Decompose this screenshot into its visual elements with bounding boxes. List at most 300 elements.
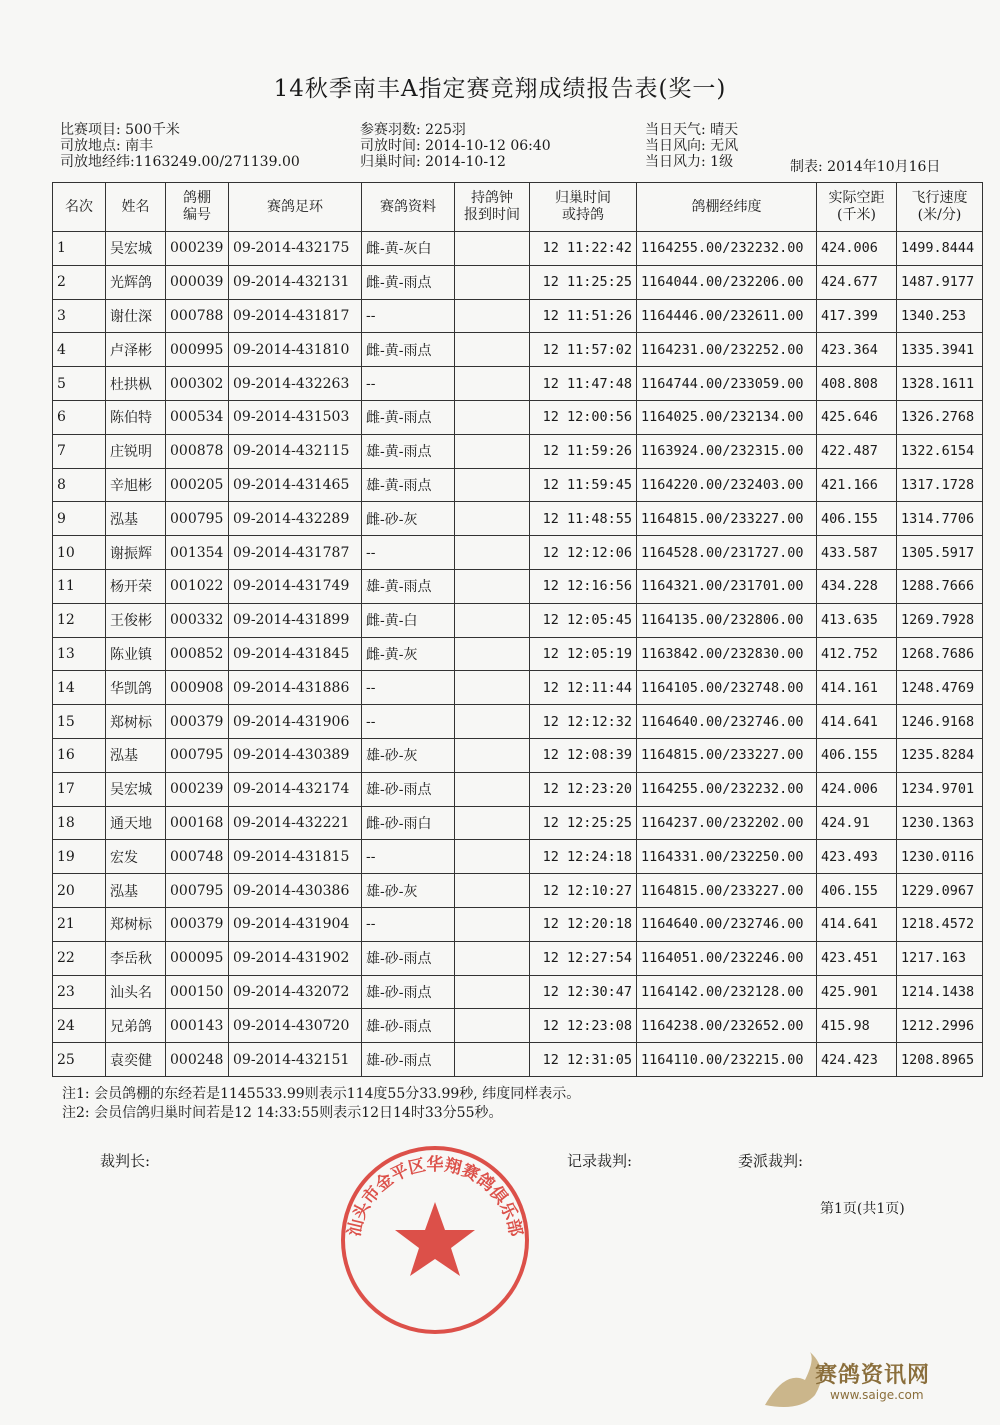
cell-name: 兄弟鸽 [106,1009,166,1043]
cell-loft: 001354 [166,536,229,570]
cell-loft: 001022 [166,569,229,603]
signature-assigned-judge: 委派裁判: [738,1152,804,1170]
cell-loft: 000908 [166,671,229,705]
cell-coords: 1164255.00/232232.00 [637,232,817,266]
meta-made-date: 制表: 2014年10月16日 [790,159,941,175]
table-row [53,874,983,908]
table-row [53,907,983,941]
cell-speed: 1234.9701 [897,772,983,806]
cell-loft: 000239 [166,232,229,266]
cell-arrival: 12 11:57:02 [530,333,637,367]
cell-name: 袁奕健 [106,1043,166,1077]
cell-arrival: 12 12:05:19 [530,637,637,671]
table-row [53,671,983,705]
svg-text:汕头市金平区华翔赛鸽俱乐部: 汕头市金平区华翔赛鸽俱乐部 [344,1155,526,1239]
meta-release-place: 司放地点: 南丰 [60,138,154,154]
cell-distance: 423.364 [817,333,897,367]
cell-arrival: 12 12:12:32 [530,705,637,739]
header-arrival: 归巢时间 或持鸽 [530,183,637,232]
cell-loft: 000788 [166,299,229,333]
cell-clock [455,874,530,908]
cell-info: 雌-黄-雨点 [362,265,455,299]
cell-name: 陈业镇 [106,637,166,671]
cell-clock [455,738,530,772]
cell-coords: 1164331.00/232250.00 [637,840,817,874]
cell-clock [455,502,530,536]
table-row [53,941,983,975]
cell-name: 辛旭彬 [106,468,166,502]
cell-ring: 09-2014-430720 [229,1009,362,1043]
cell-loft: 000748 [166,840,229,874]
cell-arrival: 12 12:31:05 [530,1043,637,1077]
watermark-text: 赛鸽资讯网 [815,1363,931,1388]
cell-rank: 10 [53,536,106,570]
cell-ring: 09-2014-432131 [229,265,362,299]
cell-rank: 17 [53,772,106,806]
cell-arrival: 12 12:05:45 [530,603,637,637]
cell-distance: 412.752 [817,637,897,671]
cell-speed: 1230.1363 [897,806,983,840]
cell-info: 雌-砂-灰 [362,502,455,536]
cell-clock [455,468,530,502]
cell-ring: 09-2014-430386 [229,874,362,908]
cell-rank: 15 [53,705,106,739]
cell-name: 泓基 [106,874,166,908]
cell-name: 泓基 [106,502,166,536]
cell-ring: 09-2014-432151 [229,1043,362,1077]
cell-ring: 09-2014-431817 [229,299,362,333]
cell-clock [455,333,530,367]
table-row [53,434,983,468]
cell-distance: 422.487 [817,434,897,468]
cell-arrival: 12 11:22:42 [530,232,637,266]
cell-rank: 2 [53,265,106,299]
cell-loft: 000039 [166,265,229,299]
cell-distance: 415.98 [817,1009,897,1043]
table-row [53,772,983,806]
table-row [53,569,983,603]
cell-info: -- [362,299,455,333]
cell-arrival: 12 12:11:44 [530,671,637,705]
cell-rank: 21 [53,907,106,941]
cell-speed: 1499.8444 [897,232,983,266]
cell-clock [455,705,530,739]
meta-release-coords: 司放地经纬:1163249.00/271139.00 [60,154,300,170]
meta-return-time: 归巢时间: 2014-10-12 [360,154,506,170]
meta-entries: 参赛羽数: 225羽 [360,122,466,138]
meta-wind-direction: 当日风向: 无风 [645,138,739,154]
cell-arrival: 12 12:00:56 [530,400,637,434]
cell-info: 雌-黄-白 [362,603,455,637]
cell-clock [455,400,530,434]
cell-name: 李岳秋 [106,941,166,975]
cell-arrival: 12 11:51:26 [530,299,637,333]
cell-coords: 1164321.00/231701.00 [637,569,817,603]
cell-name: 吴宏城 [106,772,166,806]
cell-clock [455,806,530,840]
cell-distance: 425.646 [817,400,897,434]
cell-coords: 1164135.00/232806.00 [637,603,817,637]
cell-ring: 09-2014-430389 [229,738,362,772]
cell-coords: 1164744.00/233059.00 [637,367,817,401]
cell-speed: 1335.3941 [897,333,983,367]
cell-info: 雄-黄-雨点 [362,569,455,603]
cell-clock [455,299,530,333]
cell-distance: 421.166 [817,468,897,502]
cell-speed: 1217.163 [897,941,983,975]
header-distance: 实际空距 (千米) [817,183,897,232]
header-info: 赛鸽资料 [362,183,455,232]
cell-distance: 423.493 [817,840,897,874]
cell-distance: 406.155 [817,502,897,536]
cell-ring: 09-2014-431845 [229,637,362,671]
cell-speed: 1314.7706 [897,502,983,536]
cell-arrival: 12 12:23:08 [530,1009,637,1043]
cell-rank: 6 [53,400,106,434]
table-row [53,1043,983,1077]
header-speed: 飞行速度 (米/分) [897,183,983,232]
cell-rank: 19 [53,840,106,874]
cell-arrival: 12 12:23:20 [530,772,637,806]
cell-info: -- [362,671,455,705]
meta-release-time: 司放时间: 2014-10-12 06:40 [360,138,551,154]
cell-coords: 1164815.00/233227.00 [637,874,817,908]
cell-clock [455,941,530,975]
cell-clock [455,603,530,637]
cell-arrival: 12 12:30:47 [530,975,637,1009]
cell-rank: 9 [53,502,106,536]
signature-recorder: 记录裁判: [567,1152,633,1170]
cell-info: 雌-黄-灰白 [362,232,455,266]
meta-left [60,122,300,170]
watermark-url: www.saige.com [830,1388,924,1402]
cell-speed: 1288.7666 [897,569,983,603]
cell-name: 光辉鸽 [106,265,166,299]
cell-info: 雄-砂-雨点 [362,1043,455,1077]
cell-clock [455,232,530,266]
cell-speed: 1246.9168 [897,705,983,739]
cell-distance: 424.91 [817,806,897,840]
cell-speed: 1305.5917 [897,536,983,570]
header-clock: 持鸽钟 报到时间 [455,183,530,232]
cell-speed: 1229.0967 [897,874,983,908]
cell-rank: 8 [53,468,106,502]
header-rank: 名次 [53,183,106,232]
cell-ring: 09-2014-431904 [229,907,362,941]
cell-distance: 433.587 [817,536,897,570]
cell-speed: 1269.7928 [897,603,983,637]
cell-rank: 16 [53,738,106,772]
cell-ring: 09-2014-431465 [229,468,362,502]
cell-distance: 424.423 [817,1043,897,1077]
cell-coords: 1164237.00/232202.00 [637,806,817,840]
cell-ring: 09-2014-432221 [229,806,362,840]
meta-wind-force: 当日风力: 1级 [645,154,734,170]
cell-rank: 4 [53,333,106,367]
cell-clock [455,569,530,603]
cell-clock [455,1043,530,1077]
cell-info: 雄-砂-雨点 [362,941,455,975]
cell-ring: 09-2014-431899 [229,603,362,637]
cell-distance: 424.006 [817,772,897,806]
note-2: 注2: 会员信鸽归巢时间若是12 14:33:55则表示12日14时33分55秒。 [62,1105,503,1121]
cell-info: -- [362,907,455,941]
table-row [53,299,983,333]
cell-rank: 14 [53,671,106,705]
cell-coords: 1164220.00/232403.00 [637,468,817,502]
cell-arrival: 12 12:24:18 [530,840,637,874]
cell-coords: 1164815.00/233227.00 [637,502,817,536]
notes [62,1085,580,1123]
table-row [53,1009,983,1043]
report-title: 14秋季南丰A指定赛竞翔成绩报告表(奖一) [273,76,727,102]
cell-info: 雄-砂-灰 [362,874,455,908]
header-name: 姓名 [106,183,166,232]
cell-arrival: 12 11:59:45 [530,468,637,502]
table-row [53,536,983,570]
cell-ring: 09-2014-432072 [229,975,362,1009]
cell-rank: 7 [53,434,106,468]
cell-rank: 5 [53,367,106,401]
cell-coords: 1164051.00/232246.00 [637,941,817,975]
meta-event: 比赛项目: 500千米 [60,122,180,138]
table-row [53,840,983,874]
cell-arrival: 12 12:12:06 [530,536,637,570]
cell-rank: 12 [53,603,106,637]
cell-coords: 1164142.00/232128.00 [637,975,817,1009]
cell-name: 宏发 [106,840,166,874]
cell-loft: 000852 [166,637,229,671]
cell-ring: 09-2014-431749 [229,569,362,603]
cell-info: 雌-黄-灰 [362,637,455,671]
cell-speed: 1218.4572 [897,907,983,941]
cell-name: 谢仕深 [106,299,166,333]
cell-distance: 423.451 [817,941,897,975]
cell-distance: 406.155 [817,874,897,908]
table-row [53,265,983,299]
cell-coords: 1163924.00/232315.00 [637,434,817,468]
cell-coords: 1164640.00/232746.00 [637,705,817,739]
cell-speed: 1340.253 [897,299,983,333]
cell-arrival: 12 11:59:26 [530,434,637,468]
cell-distance: 408.808 [817,367,897,401]
cell-clock [455,907,530,941]
cell-loft: 000168 [166,806,229,840]
table-header-row [53,183,983,232]
cell-info: 雄-黄-雨点 [362,468,455,502]
cell-distance: 414.161 [817,671,897,705]
cell-loft: 000878 [166,434,229,468]
cell-loft: 000095 [166,941,229,975]
cell-ring: 09-2014-431906 [229,705,362,739]
cell-coords: 1164238.00/232652.00 [637,1009,817,1043]
cell-loft: 000248 [166,1043,229,1077]
cell-name: 汕头名 [106,975,166,1009]
cell-speed: 1328.1611 [897,367,983,401]
cell-rank: 18 [53,806,106,840]
cell-speed: 1322.6154 [897,434,983,468]
cell-arrival: 12 12:10:27 [530,874,637,908]
cell-name: 吴宏城 [106,232,166,266]
cell-name: 庄锐明 [106,434,166,468]
cell-loft: 000534 [166,400,229,434]
cell-info: 雌-黄-雨点 [362,333,455,367]
cell-info: -- [362,840,455,874]
cell-name: 华凯鸽 [106,671,166,705]
table-row [53,738,983,772]
meta-weather: 当日天气: 晴天 [645,122,739,138]
cell-info: 雌-黄-雨点 [362,400,455,434]
cell-name: 通天地 [106,806,166,840]
table-row [53,333,983,367]
cell-clock [455,975,530,1009]
cell-loft: 000143 [166,1009,229,1043]
cell-rank: 20 [53,874,106,908]
cell-rank: 13 [53,637,106,671]
cell-info: 雄-黄-雨点 [362,434,455,468]
cell-speed: 1487.9177 [897,265,983,299]
cell-clock [455,434,530,468]
cell-clock [455,1009,530,1043]
cell-info: 雌-砂-雨白 [362,806,455,840]
cell-arrival: 12 11:47:48 [530,367,637,401]
cell-rank: 11 [53,569,106,603]
cell-name: 卢泽彬 [106,333,166,367]
cell-speed: 1212.2996 [897,1009,983,1043]
meta-right [645,122,738,170]
cell-arrival: 12 12:25:25 [530,806,637,840]
table-row [53,502,983,536]
cell-speed: 1317.1728 [897,468,983,502]
page-number: 第1页(共1页) [820,1201,905,1217]
cell-name: 杜拱枞 [106,367,166,401]
cell-coords: 1164640.00/232746.00 [637,907,817,941]
cell-loft: 000795 [166,502,229,536]
club-seal-stamp [335,1140,535,1340]
cell-speed: 1214.1438 [897,975,983,1009]
cell-clock [455,772,530,806]
cell-name: 泓基 [106,738,166,772]
cell-info: 雄-砂-雨点 [362,975,455,1009]
note-1: 注1: 会员鸽棚的东经若是1145533.99则表示114度55分33.99秒, 纬度同样表示。 [62,1086,581,1102]
cell-ring: 09-2014-432174 [229,772,362,806]
cell-loft: 000302 [166,367,229,401]
cell-rank: 23 [53,975,106,1009]
cell-info: -- [362,705,455,739]
star-icon [395,1202,475,1276]
cell-loft: 000379 [166,907,229,941]
pigeon-logo-icon [765,1352,821,1407]
cell-distance: 434.228 [817,569,897,603]
cell-distance: 424.677 [817,265,897,299]
cell-loft: 000205 [166,468,229,502]
results-body [53,232,983,1077]
results-table [52,182,983,1077]
table-row [53,400,983,434]
cell-arrival: 12 12:16:56 [530,569,637,603]
cell-coords: 1164446.00/232611.00 [637,299,817,333]
cell-ring: 09-2014-432175 [229,232,362,266]
cell-arrival: 12 12:08:39 [530,738,637,772]
signature-chief-judge: 裁判长: [100,1152,151,1170]
cell-coords: 1164255.00/232232.00 [637,772,817,806]
cell-arrival: 12 11:48:55 [530,502,637,536]
cell-clock [455,637,530,671]
cell-loft: 000795 [166,874,229,908]
cell-distance: 414.641 [817,907,897,941]
cell-clock [455,840,530,874]
cell-loft: 000239 [166,772,229,806]
cell-speed: 1230.0116 [897,840,983,874]
cell-info: -- [362,536,455,570]
table-row [53,603,983,637]
cell-name: 陈伯特 [106,400,166,434]
meta-middle [360,122,551,170]
cell-coords: 1164110.00/232215.00 [637,1043,817,1077]
table-row [53,468,983,502]
cell-clock [455,367,530,401]
header-ring: 赛鸽足环 [229,183,362,232]
cell-rank: 1 [53,232,106,266]
cell-ring: 09-2014-432115 [229,434,362,468]
cell-ring: 09-2014-431886 [229,671,362,705]
cell-distance: 413.635 [817,603,897,637]
cell-info: 雄-砂-灰 [362,738,455,772]
cell-speed: 1268.7686 [897,637,983,671]
cell-info: -- [362,367,455,401]
cell-coords: 1164528.00/231727.00 [637,536,817,570]
table-row [53,806,983,840]
cell-coords: 1163842.00/232830.00 [637,637,817,671]
cell-rank: 3 [53,299,106,333]
table-row [53,637,983,671]
cell-ring: 09-2014-431815 [229,840,362,874]
cell-clock [455,671,530,705]
cell-distance: 417.399 [817,299,897,333]
cell-distance: 414.641 [817,705,897,739]
cell-name: 谢振辉 [106,536,166,570]
cell-speed: 1326.2768 [897,400,983,434]
cell-speed: 1208.8965 [897,1043,983,1077]
cell-loft: 000795 [166,738,229,772]
cell-distance: 425.901 [817,975,897,1009]
cell-distance: 424.006 [817,232,897,266]
cell-rank: 22 [53,941,106,975]
cell-ring: 09-2014-431902 [229,941,362,975]
table-row [53,232,983,266]
table-row [53,367,983,401]
cell-coords: 1164231.00/232252.00 [637,333,817,367]
cell-info: 雄-砂-雨点 [362,772,455,806]
cell-name: 郑树标 [106,907,166,941]
cell-speed: 1235.8284 [897,738,983,772]
cell-ring: 09-2014-431787 [229,536,362,570]
table-row [53,975,983,1009]
cell-coords: 1164105.00/232748.00 [637,671,817,705]
cell-ring: 09-2014-432289 [229,502,362,536]
cell-distance: 406.155 [817,738,897,772]
cell-ring: 09-2014-432263 [229,367,362,401]
cell-clock [455,536,530,570]
cell-loft: 000150 [166,975,229,1009]
cell-arrival: 12 12:27:54 [530,941,637,975]
header-coords: 鸽棚经纬度 [637,183,817,232]
cell-name: 杨开荣 [106,569,166,603]
cell-loft: 000332 [166,603,229,637]
cell-arrival: 12 11:25:25 [530,265,637,299]
cell-info: 雄-砂-雨点 [362,1009,455,1043]
cell-loft: 000379 [166,705,229,739]
